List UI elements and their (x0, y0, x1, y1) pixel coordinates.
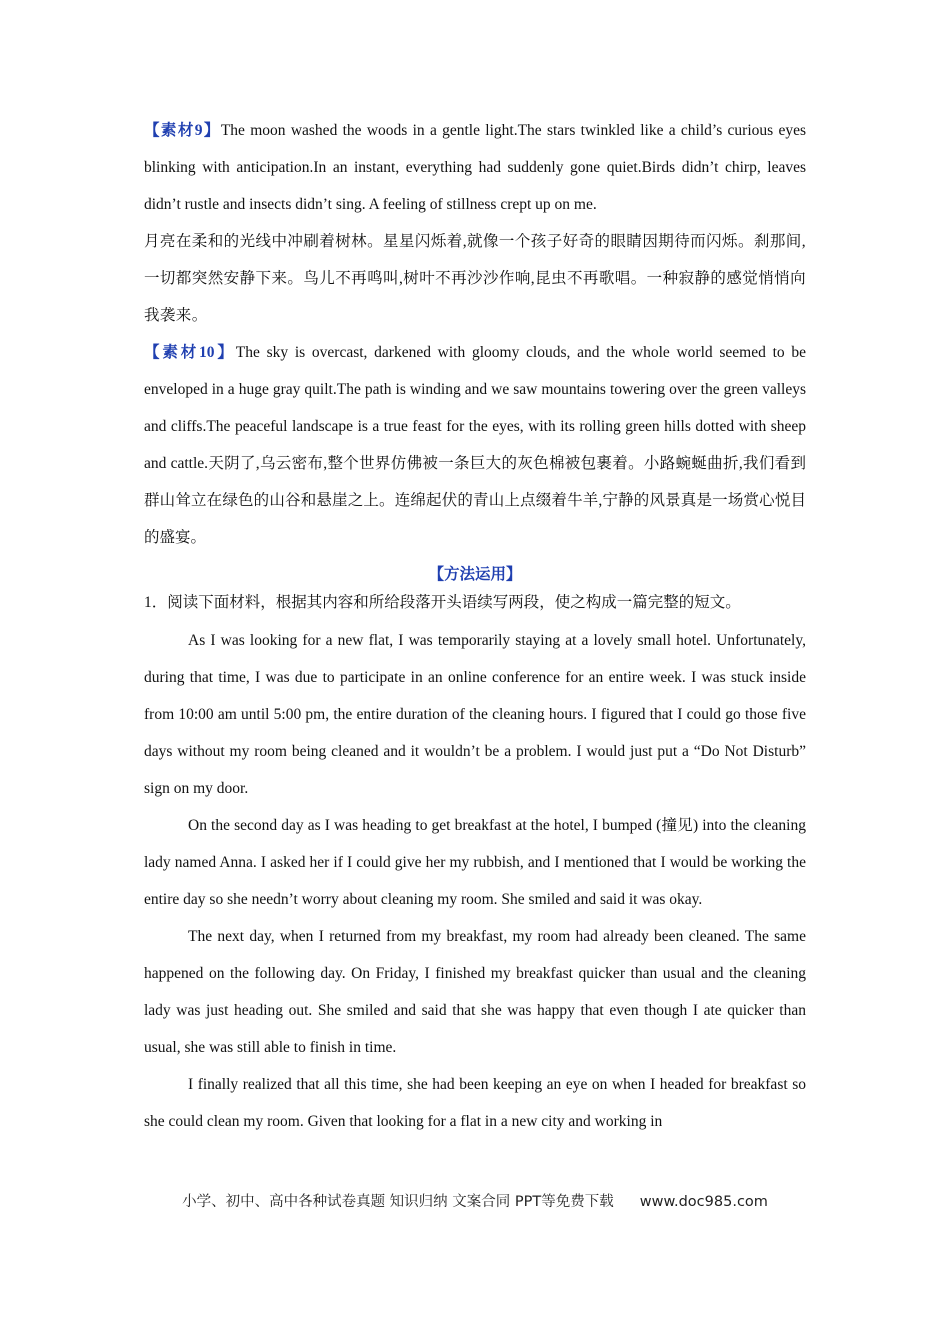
page-footer (0, 1190, 950, 1211)
footer-url[interactable]: www.doc985.com (639, 1194, 768, 1210)
material-10-paragraph (144, 334, 806, 556)
document-body (144, 112, 806, 1140)
material-9-chinese: 月亮在柔和的光线中冲刷着树林。星星闪烁着,就像一个孩子好奇的眼睛因期待而闪烁。刹那间,一切都突然安静下来。鸟儿不再鸣叫,树叶不再沙沙作响,昆虫不再歌唱。一种寂静的感觉悄悄向我袭来。 (144, 233, 806, 324)
question-prompt: 1．阅读下面材料，根据其内容和所给段落开头语续写两段，使之构成一篇完整的短文。 (144, 594, 741, 611)
material-10-label: 【素材10】 (144, 344, 236, 361)
material-10-text: The sky is overcast, darkened with gloomy clouds, and the whole world seemed to be enveloped in a huge gray quilt.The path is winding and we saw mountains towering over the green valleys and cliffs.The peaceful landscape is a true feast for the eyes, with its rolling green hills dotted with sheep and cattle.天阴了,乌云密布,整个世界仿佛被一条巨大的灰色棉被包裹着。小路蜿蜒曲折,我们看到群山耸立在绿色的山谷和悬崖之上。连绵起伏的青山上点缀着牛羊,宁静的风景真是一场赏心悦目的盛宴。 (144, 344, 806, 546)
story-paragraph-4: I finally realized that all this time, she had been keeping an eye on when I headed for breakfast so she could clean my room. Given that looking for a flat in a new city and working in (144, 1076, 806, 1130)
section-heading: 【方法运用】 (428, 566, 522, 583)
material-9-label: 【素材9】 (144, 122, 221, 139)
material-9-english-text: The moon washed the woods in a gentle light.The stars twinkled like a child’s curious eyes blinking with anticipation.In an instant, everything had suddenly gone quiet.Birds didn’t chirp, leaves didn’t rustle and insects didn’t sing. A feeling of stillness crept up on me. (144, 122, 806, 213)
story-paragraph-2: On the second day as I was heading to get breakfast at the hotel, I bumped (撞见) into the cleaning lady named Anna. I asked her if I could give her my rubbish, and I mentioned that I would be working the entire day so she needn’t worry about cleaning my room. She smiled and said it was okay. (144, 817, 806, 908)
story-paragraph-1: As I was looking for a new flat, I was temporarily staying at a lovely small hotel. Unfortunately, during that time, I was due to participate in an online conference for an entire week. I was stuck inside from 10:00 am until 5:00 pm, the entire duration of the cleaning hours. I figured that I could go those five days without my room being cleaned and it wouldn’t be a problem. I would just put a “Do Not Disturb” sign on my door. (144, 632, 806, 797)
story-paragraph-3: The next day, when I returned from my breakfast, my room had already been cleaned. The same happened on the following day. On Friday, I finished my breakfast quicker than usual and the cleaning lady was just heading out. She smiled and said that she was happy that even though I ate quicker than usual, she was still able to finish in time. (144, 928, 806, 1056)
footer-text: 小学、初中、高中各种试卷真题 知识归纳 文案合同 PPT等免费下载 (182, 1194, 614, 1210)
material-9-english (144, 112, 806, 223)
